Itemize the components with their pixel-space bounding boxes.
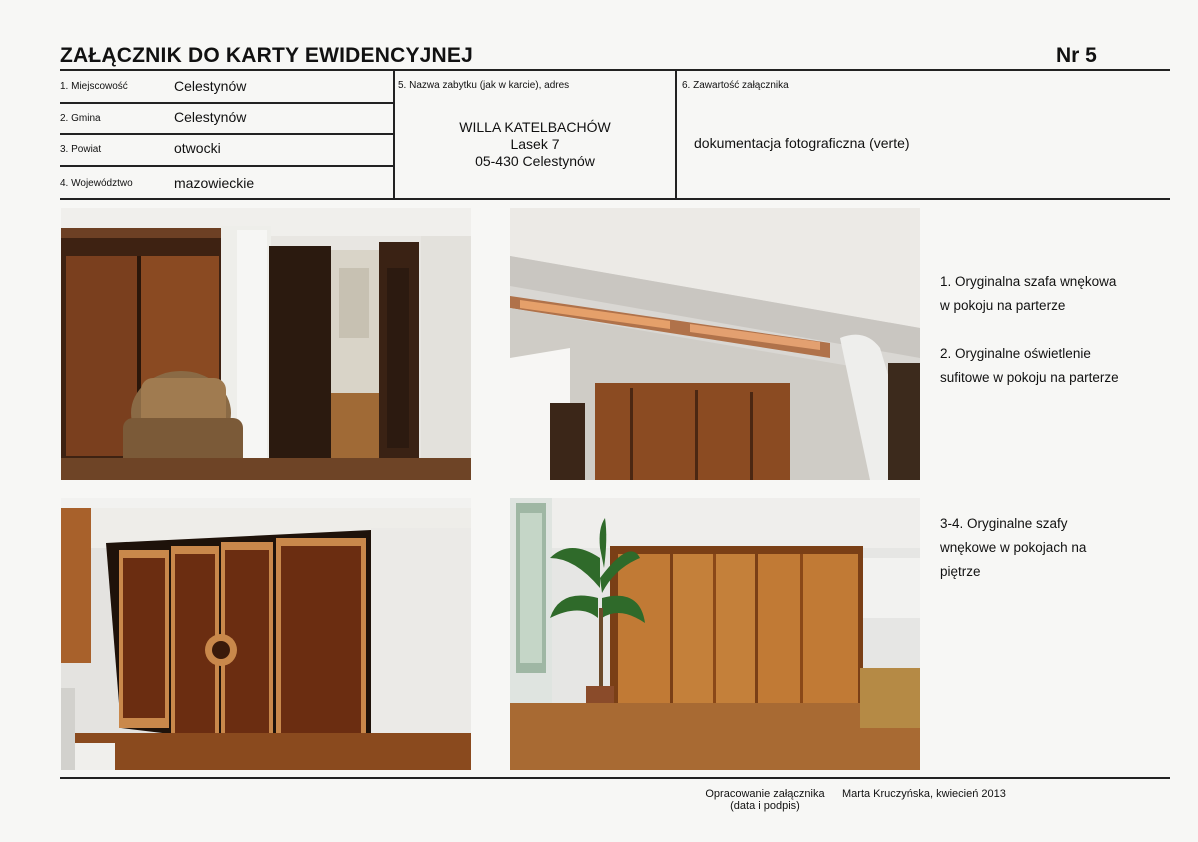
photo-2-ceiling-lighting [510,208,920,480]
caption-2-line-2: sufitowe w pokoju na parterze [940,370,1119,385]
header-rule [60,69,1170,71]
footer-author: Marta Kruczyńska, kwiecień 2013 [842,788,1006,800]
table-bottom-rule [60,198,1170,200]
photo-1-wardrobe-ground-floor [61,208,471,480]
footer-label [700,788,830,812]
footer-label-line-1: Opracowanie załącznika [705,788,825,800]
caption-3-4-line-2: wnękowe w pokojach na [940,540,1087,555]
photo-4-wardrobe-with-plant [510,498,920,770]
monument-name: WILLA KATELBACHÓW [459,119,611,135]
field-label-powiat: 3. Powiat [60,144,102,155]
caption-1-line-2: w pokoju na parterze [940,298,1066,313]
footer-rule [60,777,1170,779]
contents-label: 6. Zawartość załącznika [682,80,789,91]
field-label-gmina: 2. Gmina [60,113,101,124]
photo-3-wardrobe-upper-floor [61,498,471,770]
field-value-gmina: Celestynów [174,109,247,125]
page-title: ZAŁĄCZNIK DO KARTY EWIDENCYJNEJ [60,44,474,67]
contents-value: dokumentacja fotograficzna (verte) [694,135,910,151]
monument-city: 05-430 Celestynów [475,153,595,169]
row-divider [60,102,393,104]
field-value-powiat: otwocki [174,140,221,156]
caption-1 [940,270,1116,318]
row-divider [60,133,393,135]
caption-3-4-line-3: piętrze [940,564,981,579]
column-divider [675,69,677,199]
monument-label: 5. Nazwa zabytku (jak w karcie), adres [398,80,570,91]
caption-2-line-1: 2. Oryginalne oświetlenie [940,346,1091,361]
field-value-wojewodztwo: mazowieckie [174,175,255,191]
field-value-miejscowosc: Celestynów [174,78,247,94]
attachment-number: Nr 5 [1056,44,1097,67]
row-divider [60,165,393,167]
caption-2 [940,342,1119,390]
caption-3-4-line-1: 3-4. Oryginalne szafy [940,516,1068,531]
footer-label-line-2: (data i podpis) [730,800,800,812]
field-label-wojewodztwo: 4. Województwo [60,178,133,189]
monument-street: Lasek 7 [510,136,560,152]
field-label-miejscowosc: 1. Miejscowość [60,81,128,92]
caption-3-4 [940,512,1086,584]
caption-1-line-1: 1. Oryginalna szafa wnękowa [940,274,1117,289]
